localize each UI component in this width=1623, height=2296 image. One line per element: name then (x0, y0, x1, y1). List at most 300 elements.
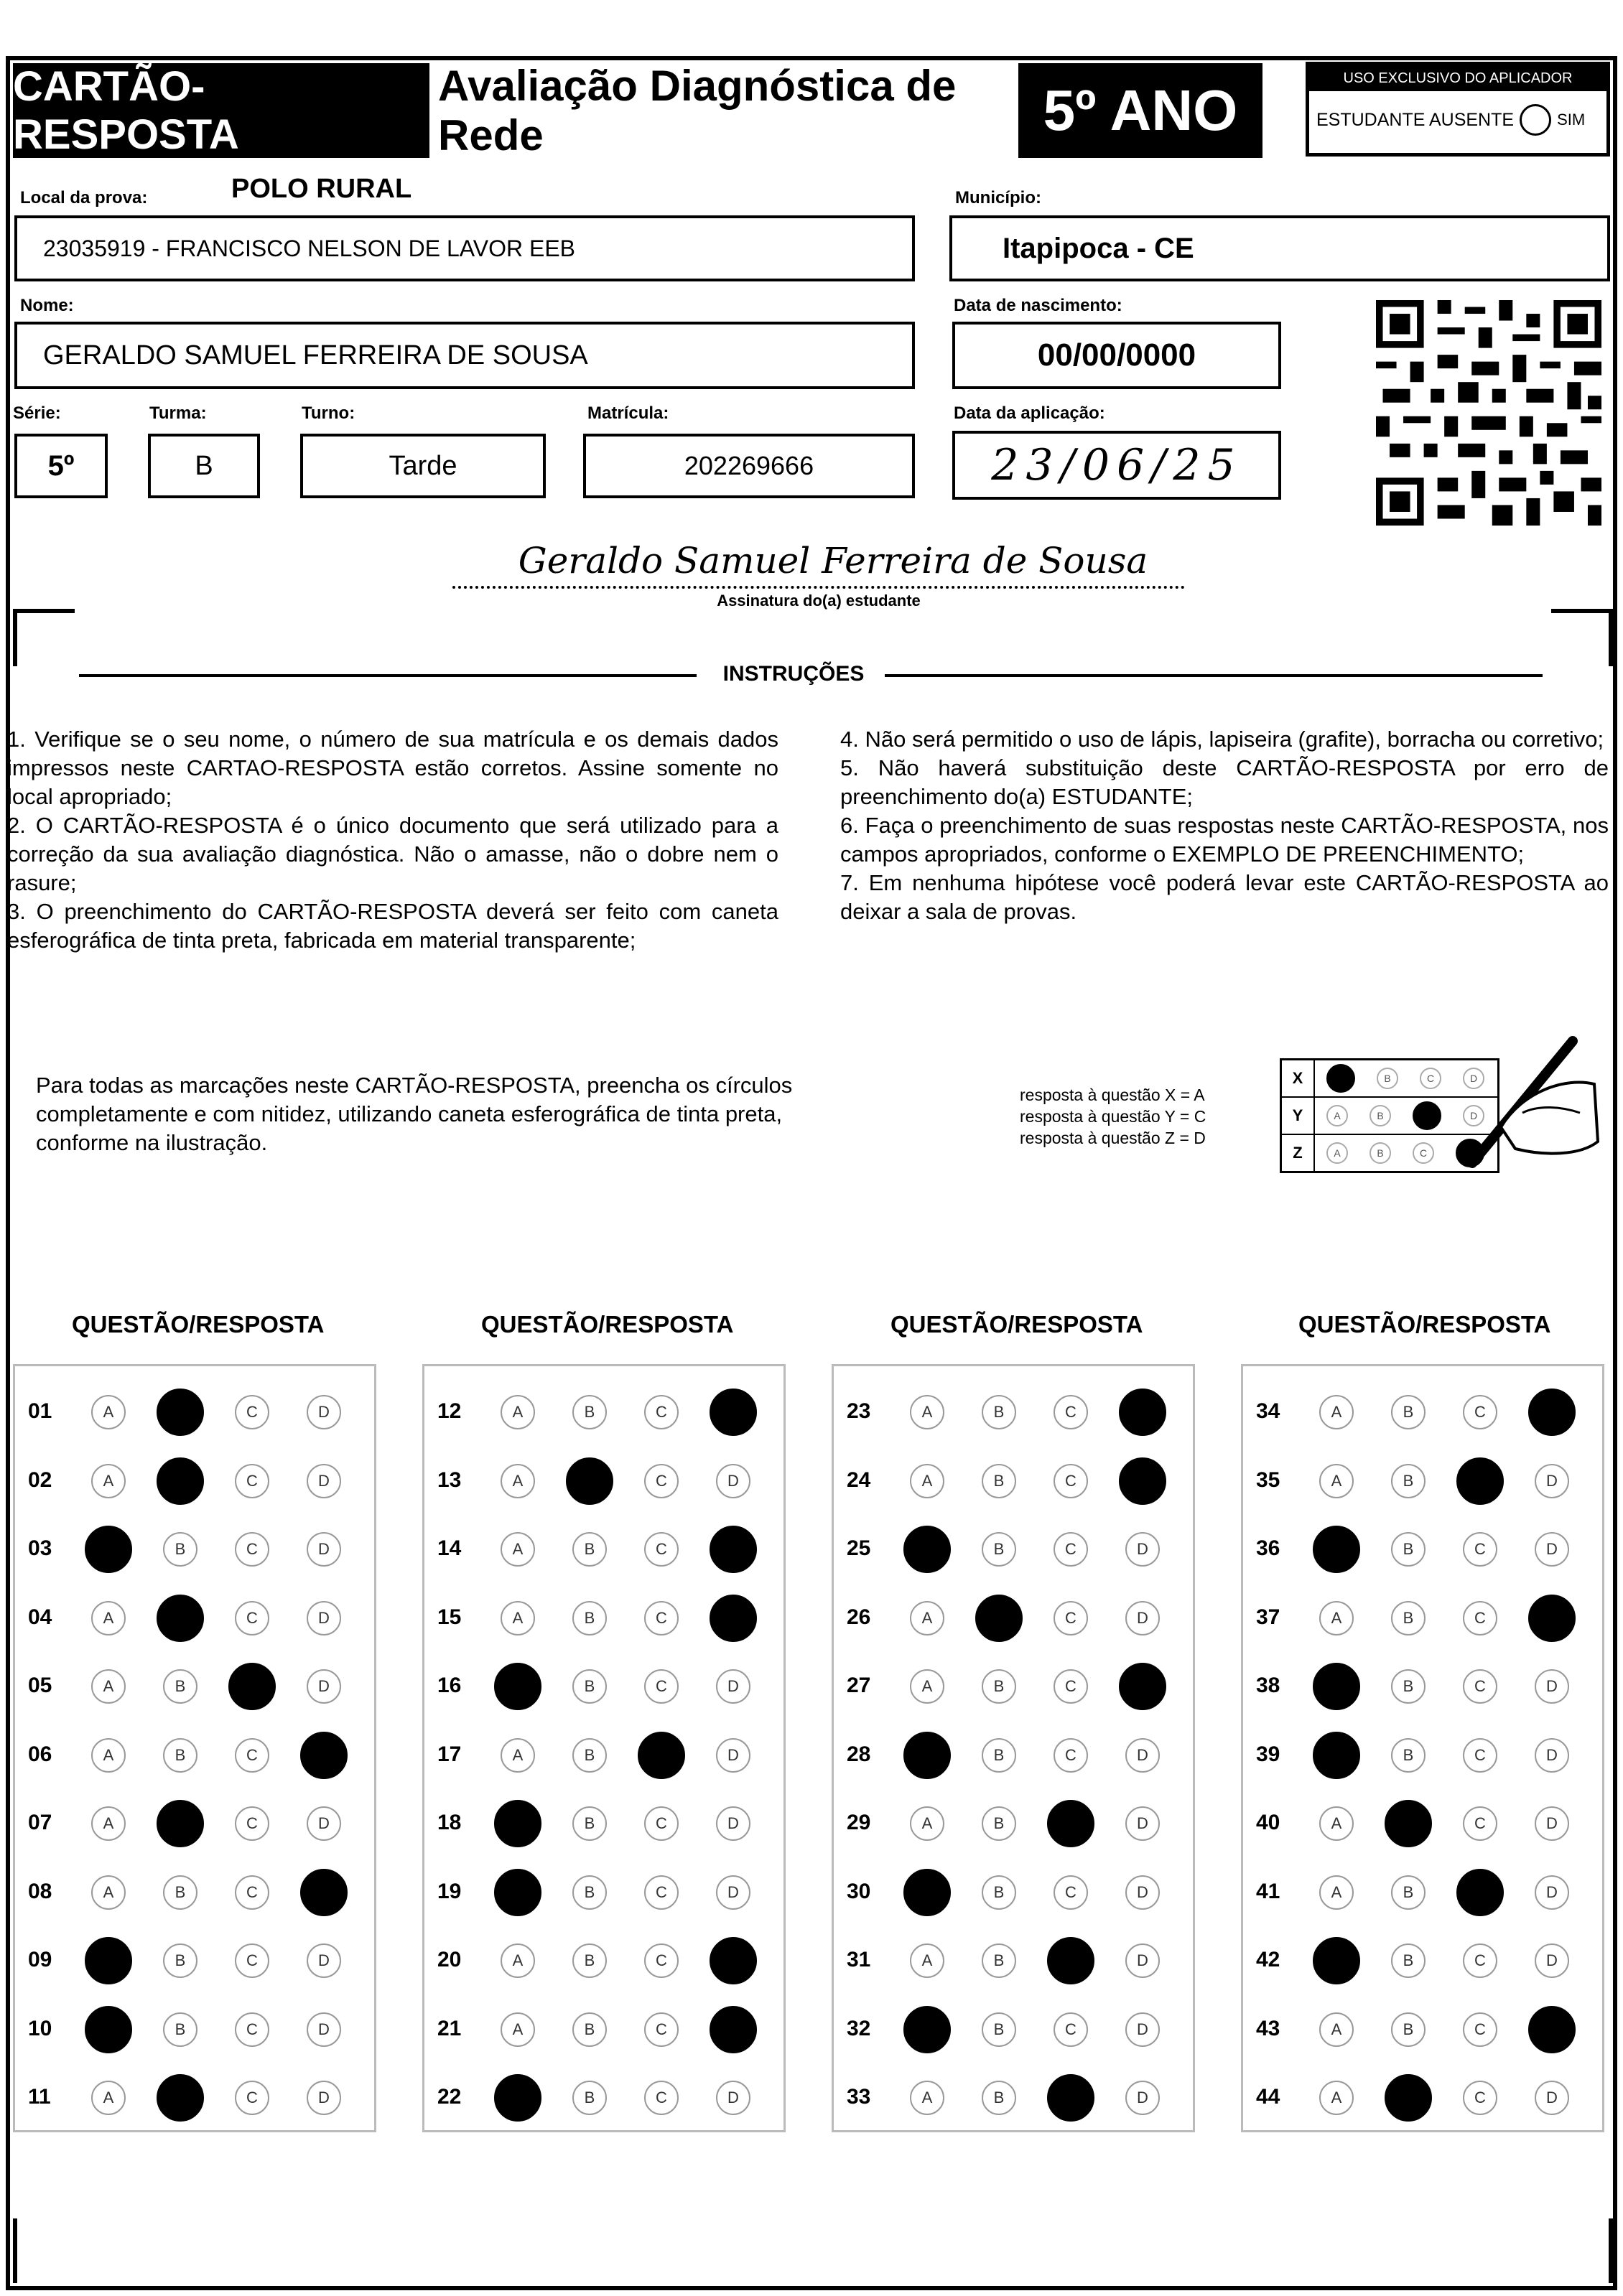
answer-bubble-b[interactable]: B (572, 1669, 607, 1704)
answer-bubble-c[interactable]: C (1463, 1943, 1497, 1978)
absent-row (1309, 91, 1606, 149)
answer-row (15, 1454, 374, 1504)
answer-bubble-a[interactable]: A (1319, 1875, 1354, 1910)
question-number: 17 (437, 1742, 462, 1766)
answer-bubble-d[interactable]: D (1125, 1532, 1160, 1567)
answer-bubble-a[interactable]: A (1313, 1663, 1360, 1710)
answer-bubble-b[interactable]: B (1391, 1875, 1426, 1910)
answer-bubble-a[interactable]: A (1319, 2012, 1354, 2047)
answer-row (424, 1591, 783, 1641)
answer-bubble-d[interactable]: D (1125, 1943, 1160, 1978)
answer-bubble-c[interactable]: C (1054, 1738, 1088, 1773)
answer-bubble-b[interactable]: B (982, 1669, 1016, 1704)
answer-column-header: QUESTÃO/RESPOSTA (481, 1311, 734, 1338)
answer-bubble-c[interactable]: C (1463, 1669, 1497, 1704)
answer-bubble-a[interactable]: A (903, 2006, 951, 2053)
answer-bubble-d[interactable]: D (1119, 1389, 1166, 1436)
answer-bubble-d[interactable]: D (307, 1669, 341, 1704)
aplicacao-value: 23/06/25 (991, 440, 1242, 490)
answer-row (15, 1728, 374, 1778)
answer-bubble-d[interactable]: D (1528, 2006, 1576, 2053)
municipio-field (949, 215, 1610, 281)
question-number: 21 (437, 2016, 462, 2040)
answer-bubble-b[interactable]: B (982, 1464, 1016, 1498)
answer-bubble-d[interactable]: D (716, 1875, 750, 1910)
answer-row (15, 1659, 374, 1709)
answer-bubble-a[interactable]: A (1319, 1601, 1354, 1635)
answer-bubble-a[interactable]: A (910, 1395, 944, 1429)
answer-bubble-a[interactable]: A (910, 1464, 944, 1498)
question-number: 07 (28, 1811, 52, 1834)
answer-bubble-c[interactable]: C (235, 1464, 269, 1498)
signature: Geraldo Samuel Ferreira de Sousa (518, 540, 1148, 582)
answer-bubble-d[interactable]: D (1125, 2012, 1160, 2047)
corner-mark-tr-v (1609, 609, 1613, 666)
nome-label: Nome: (20, 296, 74, 315)
answer-row (834, 1659, 1193, 1709)
answer-bubble-a[interactable]: A (910, 1943, 944, 1978)
answer-bubble-b[interactable]: B (982, 2012, 1016, 2047)
local-value: POLO RURAL (231, 174, 412, 204)
answer-bubble-d[interactable]: D (1535, 1875, 1569, 1910)
answer-bubble-a[interactable]: A (1319, 1395, 1354, 1429)
answer-bubble-b[interactable]: B (572, 1875, 607, 1910)
question-number: 33 (847, 2085, 871, 2109)
answer-bubble-a[interactable]: A (91, 1601, 126, 1635)
answer-bubble-b[interactable]: B (572, 1601, 607, 1635)
answer-bubble-b[interactable]: B (163, 1875, 197, 1910)
answer-bubble-b[interactable]: B (982, 1875, 1016, 1910)
example-bubble-a (1326, 1064, 1355, 1093)
answer-bubble-c[interactable]: C (644, 1669, 679, 1704)
answer-bubble-c[interactable]: C (1456, 1457, 1504, 1505)
answer-bubble-c[interactable]: C (1054, 1395, 1088, 1429)
question-number: 11 (28, 2085, 51, 2109)
answer-bubble-d[interactable]: D (1535, 1738, 1569, 1773)
question-number: 13 (437, 1467, 462, 1492)
example-question: Z (1282, 1135, 1315, 1171)
answer-bubble-a[interactable]: A (85, 1937, 132, 1984)
answer-bubble-b[interactable]: B (1391, 1943, 1426, 1978)
answer-bubble-b[interactable]: B (1391, 1669, 1426, 1704)
answer-column-header: QUESTÃO/RESPOSTA (1298, 1311, 1551, 1338)
answer-bubble-c[interactable]: C (644, 2081, 679, 2115)
answer-row (424, 1796, 783, 1847)
example-line: resposta à questão X = A (1020, 1086, 1205, 1104)
answer-bubble-d[interactable]: D (1119, 1457, 1166, 1505)
answer-bubble-a[interactable]: A (91, 1669, 126, 1704)
answer-bubble-c[interactable]: C (644, 1943, 679, 1978)
answer-bubble-c[interactable]: C (235, 1943, 269, 1978)
answer-bubble-b[interactable]: B (982, 1395, 1016, 1429)
answer-bubble-a[interactable]: A (501, 1601, 535, 1635)
answer-bubble-c[interactable]: C (235, 1738, 269, 1773)
exam-title (438, 63, 1013, 158)
answer-row (15, 1865, 374, 1915)
instructions-title: INSTRUÇÕES (722, 662, 865, 686)
answer-bubble-c[interactable]: C (235, 1601, 269, 1635)
answer-row (424, 1385, 783, 1435)
matricula-label: Matrícula: (587, 403, 669, 423)
answer-bubble-d[interactable]: D (710, 1526, 757, 1573)
question-number: 15 (437, 1605, 462, 1629)
school-value: 23035919 - FRANCISCO NELSON DE LAVOR EEB (43, 235, 576, 261)
example-line: resposta à questão Z = D (1020, 1129, 1206, 1147)
answer-bubble-b[interactable]: B (1391, 1395, 1426, 1429)
answer-row (1243, 1865, 1602, 1915)
question-number: 22 (437, 2085, 462, 2109)
answer-bubble-c[interactable]: C (644, 2012, 679, 2047)
answer-row (1243, 1796, 1602, 1847)
question-number: 06 (28, 1742, 52, 1766)
answer-bubble-a[interactable]: A (903, 1526, 951, 1573)
answer-bubble-c[interactable]: C (644, 1806, 679, 1841)
answer-row (15, 1796, 374, 1847)
answer-bubble-c[interactable]: C (235, 2081, 269, 2115)
example-bubble-d: D (1463, 1068, 1484, 1089)
answer-bubble-d[interactable]: D (710, 1389, 757, 1436)
answer-bubble-d[interactable]: D (716, 2081, 750, 2115)
absent-label: ESTUDANTE AUSENTE (1316, 109, 1515, 130)
answer-bubble-d[interactable]: D (1535, 1943, 1569, 1978)
answer-bubble-d[interactable]: D (300, 1732, 348, 1779)
answer-bubble-d[interactable]: D (1125, 1875, 1160, 1910)
answer-bubble-d[interactable]: D (307, 1806, 341, 1841)
answer-bubble-a[interactable]: A (501, 1738, 535, 1773)
answer-bubble-a[interactable]: A (910, 1601, 944, 1635)
answer-bubble-b[interactable]: B (157, 1457, 204, 1505)
question-number: 37 (1256, 1605, 1280, 1629)
answer-bubble-d[interactable]: D (1125, 1738, 1160, 1773)
answer-bubble-a[interactable]: A (91, 1395, 126, 1429)
turma-label: Turma: (149, 403, 207, 423)
answer-bubble-b[interactable]: B (1391, 1464, 1426, 1498)
answer-bubble-b[interactable]: B (157, 2074, 204, 2122)
answer-bubble-d[interactable]: D (716, 1806, 750, 1841)
answer-row (834, 2002, 1193, 2053)
instructions-rule-left (79, 674, 697, 677)
turno-field (300, 434, 546, 498)
answer-bubble-c[interactable]: C (644, 1464, 679, 1498)
instruction-item: 1. Verifique se o seu nome, o número de sua matrícula e os demais dados impressos neste CARTAO-RESPOSTA estão corretos. Assine somente no local apropriado; (7, 727, 778, 809)
answer-bubble-c[interactable]: C (1047, 2074, 1094, 2122)
question-number: 02 (28, 1467, 52, 1492)
example-bubble-a: A (1326, 1142, 1348, 1164)
applicator-label-text: USO EXCLUSIVO DO APLICADOR (1343, 70, 1573, 86)
answer-row (15, 1591, 374, 1641)
answer-bubble-b[interactable]: B (982, 1943, 1016, 1978)
answer-bubble-a[interactable]: A (1313, 1732, 1360, 1779)
nome-field (14, 322, 915, 389)
answer-bubble-b[interactable]: B (572, 1532, 607, 1567)
answer-bubble-b[interactable]: B (572, 1395, 607, 1429)
example-text: Para todas as marcações neste CARTÃO-RESPOSTA, preencha os círculos completamente e com nitidez, utilizando caneta esferográfica de tinta preta, conforme na ilustração. (36, 1073, 793, 1155)
question-number: 05 (28, 1674, 52, 1697)
answer-row (1243, 1522, 1602, 1572)
question-number: 35 (1256, 1467, 1280, 1492)
answer-column (832, 1364, 1195, 2132)
question-number: 32 (847, 2016, 871, 2040)
answer-row (424, 1933, 783, 1984)
answer-bubble-d[interactable]: D (710, 1937, 757, 1984)
answer-row (834, 1591, 1193, 1641)
answer-bubble-d[interactable]: D (307, 1532, 341, 1567)
answer-row (424, 1522, 783, 1572)
question-number: 23 (847, 1399, 871, 1423)
question-number: 44 (1256, 2085, 1280, 2109)
answer-bubble-d[interactable]: D (716, 1738, 750, 1773)
answer-bubble-b[interactable]: B (1391, 1738, 1426, 1773)
question-number: 36 (1256, 1536, 1280, 1560)
answer-bubble-b[interactable]: B (157, 1595, 204, 1642)
card-title-text: CARTÃO-RESPOSTA (13, 63, 239, 158)
question-number: 24 (847, 1467, 871, 1492)
instructions-right (840, 725, 1609, 926)
answer-bubble-c[interactable]: C (1463, 1806, 1497, 1841)
answer-bubble-b[interactable]: B (1385, 1800, 1432, 1847)
answer-bubble-a[interactable]: A (501, 1464, 535, 1498)
answer-row (1243, 1933, 1602, 1984)
answer-bubble-c[interactable]: C (1463, 1395, 1497, 1429)
answer-bubble-d[interactable]: D (710, 1595, 757, 1642)
answer-row (424, 2071, 783, 2121)
answer-bubble-a[interactable]: A (91, 2081, 126, 2115)
answer-bubble-c[interactable]: C (644, 1532, 679, 1567)
answer-bubble-d[interactable]: D (710, 2006, 757, 2053)
answer-row (424, 1865, 783, 1915)
question-number: 12 (437, 1399, 462, 1423)
answer-row (15, 2071, 374, 2121)
instructions-rule-right (885, 674, 1543, 677)
absent-option: SIM (1557, 111, 1586, 129)
answer-bubble-c[interactable]: C (1463, 1532, 1497, 1567)
answer-bubble-a[interactable]: A (903, 1869, 951, 1916)
answer-bubble-b[interactable]: B (572, 2012, 607, 2047)
answer-bubble-b[interactable]: B (982, 1738, 1016, 1773)
answer-bubble-c[interactable]: C (235, 1395, 269, 1429)
answer-bubble-b[interactable]: B (1385, 2074, 1432, 2122)
instruction-item: 5. Não haverá substituição deste CARTÃO-RESPOSTA por erro de preenchimento do(a) ESTUDANTE; (840, 755, 1609, 809)
answer-bubble-d[interactable]: D (300, 1869, 348, 1916)
answer-row (15, 1522, 374, 1572)
answer-bubble-d[interactable]: D (1535, 1669, 1569, 1704)
nascimento-field (952, 322, 1281, 389)
answer-bubble-a[interactable]: A (494, 1663, 541, 1710)
answer-bubble-b[interactable]: B (982, 2081, 1016, 2115)
answer-bubble-b[interactable]: B (572, 1806, 607, 1841)
municipio-label: Município: (955, 188, 1041, 207)
absent-checkbox[interactable] (1520, 104, 1551, 136)
answer-bubble-a[interactable]: A (91, 1875, 126, 1910)
answer-bubble-a[interactable]: A (910, 1806, 944, 1841)
answer-bubble-a[interactable]: A (494, 1869, 541, 1916)
instruction-item: 3. O preenchimento do CARTÃO-RESPOSTA deverá ser feito com caneta esferográfica de tinta preta, fabricada em material transparente; (7, 899, 778, 953)
question-number: 16 (437, 1674, 462, 1697)
answer-column (13, 1364, 376, 2132)
answer-bubble-d[interactable]: D (307, 1395, 341, 1429)
answer-bubble-b[interactable]: B (163, 2012, 197, 2047)
answer-row (15, 1933, 374, 1984)
answer-bubble-b[interactable]: B (566, 1457, 613, 1505)
answer-bubble-d[interactable]: D (1528, 1595, 1576, 1642)
aplicacao-label: Data da aplicação: (954, 403, 1105, 423)
answer-bubble-d[interactable]: D (307, 1943, 341, 1978)
answer-bubble-a[interactable]: A (1319, 1806, 1354, 1841)
answer-bubble-a[interactable]: A (91, 1806, 126, 1841)
answer-bubble-c[interactable]: C (1054, 1875, 1088, 1910)
answer-bubble-b[interactable]: B (163, 1669, 197, 1704)
answer-bubble-a[interactable]: A (501, 1943, 535, 1978)
qr-code-icon (1376, 300, 1601, 526)
question-number: 27 (847, 1674, 871, 1697)
question-number: 30 (847, 1879, 871, 1903)
example-bubble-a: A (1326, 1105, 1348, 1126)
serie-field (14, 434, 108, 498)
answer-bubble-c[interactable]: C (235, 1532, 269, 1567)
turma-field (148, 434, 260, 498)
question-number: 25 (847, 1536, 871, 1560)
answer-bubble-b[interactable]: B (1391, 1532, 1426, 1567)
answer-bubble-c[interactable]: C (644, 1601, 679, 1635)
answer-column (422, 1364, 786, 2132)
example-question: Y (1282, 1098, 1315, 1134)
answer-row (424, 2002, 783, 2053)
answer-bubble-d[interactable]: D (1125, 1601, 1160, 1635)
instructions-left (7, 725, 778, 955)
answer-row (1243, 1591, 1602, 1641)
question-number: 14 (437, 1536, 462, 1560)
answer-bubble-d[interactable]: D (1125, 2081, 1160, 2115)
corner-mark-br (1609, 2218, 1613, 2283)
answer-bubble-c[interactable]: C (1054, 1669, 1088, 1704)
answer-bubble-c[interactable]: C (638, 1732, 685, 1779)
answer-bubble-a[interactable]: A (501, 1395, 535, 1429)
signature-line (452, 586, 1185, 589)
answer-bubble-d[interactable]: D (1535, 1806, 1569, 1841)
corner-mark-tl (13, 609, 75, 613)
answer-bubble-a[interactable]: A (1319, 2081, 1354, 2115)
answer-bubble-d[interactable]: D (307, 2012, 341, 2047)
answer-bubble-d[interactable]: D (1528, 1389, 1576, 1436)
answer-bubble-c[interactable]: C (644, 1875, 679, 1910)
answer-bubble-c[interactable]: C (235, 2012, 269, 2047)
answer-bubble-a[interactable]: A (501, 2012, 535, 2047)
example-bubble-c: C (1413, 1142, 1434, 1164)
answer-bubble-b[interactable]: B (572, 2081, 607, 2115)
answer-bubble-b[interactable]: B (975, 1595, 1023, 1642)
answer-bubble-a[interactable]: A (910, 1669, 944, 1704)
answer-bubble-b[interactable]: B (1391, 2012, 1426, 2047)
answer-bubble-b[interactable]: B (572, 1738, 607, 1773)
answer-bubble-c[interactable]: C (228, 1663, 276, 1710)
signature-label: Assinatura do(a) estudante (717, 592, 921, 610)
answer-bubble-b[interactable]: B (163, 1532, 197, 1567)
answer-bubble-c[interactable]: C (1463, 1738, 1497, 1773)
answer-bubble-d[interactable]: D (307, 1464, 341, 1498)
answer-bubble-c[interactable]: C (1463, 1601, 1497, 1635)
answer-bubble-d[interactable]: D (1119, 1663, 1166, 1710)
answer-bubble-c[interactable]: C (1054, 1532, 1088, 1567)
matricula-value: 202269666 (684, 451, 814, 480)
answer-bubble-a[interactable]: A (494, 1800, 541, 1847)
answer-bubble-b[interactable]: B (163, 1738, 197, 1773)
answer-bubble-a[interactable]: A (494, 2074, 541, 2122)
answer-bubble-b[interactable]: B (572, 1943, 607, 1978)
answer-bubble-c[interactable]: C (1054, 1464, 1088, 1498)
answer-row (834, 1933, 1193, 1984)
answer-bubble-b[interactable]: B (163, 1943, 197, 1978)
question-number: 26 (847, 1605, 871, 1629)
school-field (14, 215, 915, 281)
answer-column-header: QUESTÃO/RESPOSTA (72, 1311, 325, 1338)
answer-bubble-b[interactable]: B (982, 1806, 1016, 1841)
answer-bubble-a[interactable]: A (903, 1732, 951, 1779)
answer-bubble-c[interactable]: C (1047, 1800, 1094, 1847)
answer-bubble-d[interactable]: D (716, 1669, 750, 1704)
answer-bubble-a[interactable]: A (910, 2081, 944, 2115)
question-number: 42 (1256, 1948, 1280, 1971)
answer-bubble-d[interactable]: D (1535, 1464, 1569, 1498)
aplicacao-field (952, 431, 1281, 500)
answer-bubble-a[interactable]: A (91, 1738, 126, 1773)
answer-bubble-a[interactable]: A (91, 1464, 126, 1498)
answer-bubble-a[interactable]: A (1313, 1526, 1360, 1573)
answer-bubble-a[interactable]: A (1313, 1937, 1360, 1984)
answer-row (834, 1522, 1193, 1572)
answer-bubble-c[interactable]: C (1047, 1937, 1094, 1984)
question-number: 43 (1256, 2016, 1280, 2040)
answer-bubble-d[interactable]: D (1535, 2081, 1569, 2115)
answer-row (424, 1728, 783, 1778)
answer-bubble-c[interactable]: C (644, 1395, 679, 1429)
answer-row (834, 2071, 1193, 2121)
question-number: 01 (28, 1399, 52, 1423)
answer-bubble-d[interactable]: D (307, 2081, 341, 2115)
answer-bubble-d[interactable]: D (307, 1601, 341, 1635)
example-bubble-c (1413, 1101, 1441, 1130)
answer-bubble-a[interactable]: A (501, 1532, 535, 1567)
answer-bubble-a[interactable]: A (85, 1526, 132, 1573)
answer-bubble-c[interactable]: C (235, 1875, 269, 1910)
answer-row (834, 1454, 1193, 1504)
answer-bubble-c[interactable]: C (1456, 1869, 1504, 1916)
answer-bubble-c[interactable]: C (1054, 2012, 1088, 2047)
answer-bubble-d[interactable]: D (1535, 1532, 1569, 1567)
turma-value: B (195, 450, 213, 481)
answer-bubble-a[interactable]: A (1319, 1464, 1354, 1498)
answer-bubble-b[interactable]: B (157, 1800, 204, 1847)
answer-row (424, 1454, 783, 1504)
answer-bubble-c[interactable]: C (235, 1806, 269, 1841)
answer-row (1243, 1659, 1602, 1709)
answer-bubble-b[interactable]: B (1391, 1601, 1426, 1635)
answer-row (1243, 1385, 1602, 1435)
question-number: 18 (437, 1811, 462, 1834)
question-number: 08 (28, 1879, 52, 1903)
nascimento-label: Data de nascimento: (954, 296, 1122, 315)
answer-bubble-b[interactable]: B (982, 1532, 1016, 1567)
answer-bubble-c[interactable]: C (1054, 1601, 1088, 1635)
answer-bubble-d[interactable]: D (716, 1464, 750, 1498)
answer-bubble-c[interactable]: C (1463, 2012, 1497, 2047)
answer-bubble-c[interactable]: C (1463, 2081, 1497, 2115)
answer-bubble-d[interactable]: D (1125, 1806, 1160, 1841)
question-number: 20 (437, 1948, 462, 1971)
answer-bubble-b[interactable]: B (157, 1389, 204, 1436)
answer-bubble-a[interactable]: A (85, 2006, 132, 2053)
question-number: 04 (28, 1605, 52, 1629)
answer-row (834, 1728, 1193, 1778)
